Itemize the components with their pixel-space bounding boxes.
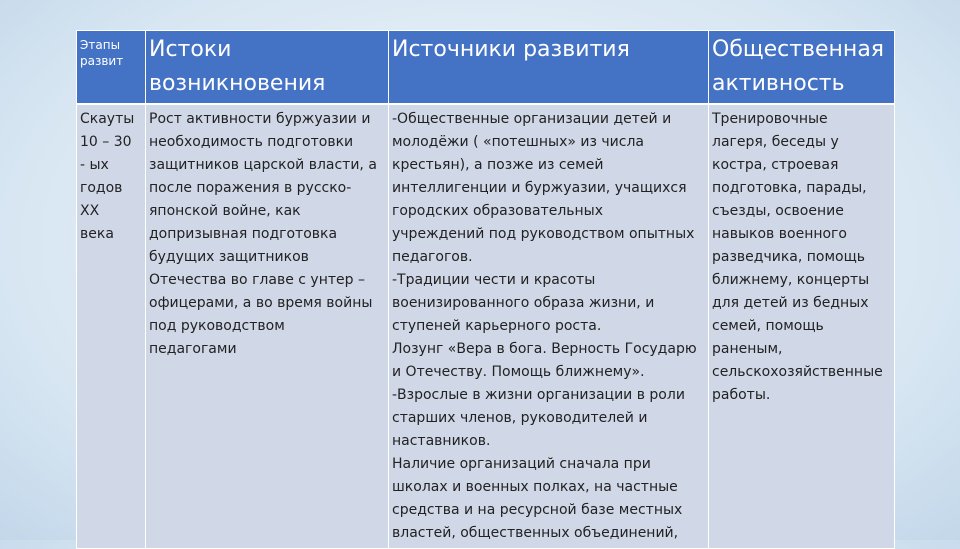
header-line: активность: [712, 71, 845, 96]
cell-origins: [146, 104, 389, 549]
text-line: средства и на ресурсной базе местных: [392, 502, 683, 518]
text-line: и Отечеству. Помощь ближнему».: [392, 364, 645, 380]
text-line: необходимость подготовки: [149, 134, 354, 150]
text-line: интеллигенции и буржуазии, учащихся: [392, 180, 687, 196]
header-sources: [389, 31, 709, 105]
text-line: семей, помощь: [712, 318, 824, 334]
cell-stage: [77, 104, 146, 549]
text-line: ближнему, концерты: [712, 272, 870, 288]
text-line: наставников.: [392, 433, 491, 449]
header-line: Источники развития: [392, 37, 630, 62]
cell-activity: [709, 104, 895, 549]
text-line: лагеря, беседы у: [712, 134, 839, 150]
text-line: после поражения в русско-: [149, 180, 352, 196]
text-line: -Общественные организации детей и: [392, 111, 672, 127]
text-line: годов: [80, 180, 123, 196]
text-line: работы.: [712, 387, 771, 403]
header-stages: [77, 31, 146, 105]
header-line: Истоки: [149, 37, 232, 62]
header-row: [77, 31, 895, 105]
text-line: сельскохозяйственные: [712, 364, 883, 380]
text-line: Рост активности буржуазии и: [149, 111, 371, 127]
text-line: -Традиции чести и красоты: [392, 272, 596, 288]
text-line: 10 – 30: [80, 134, 132, 150]
text-line: подготовка, парады,: [712, 180, 867, 196]
text-line: съезды, освоение: [712, 203, 844, 219]
text-line: костра, строевая: [712, 157, 839, 173]
header-line: Этапы: [80, 38, 121, 52]
text-line: века: [80, 226, 114, 242]
header-activity: [709, 31, 895, 105]
text-line: педагогами: [149, 341, 237, 357]
text-line: Лозунг «Вера в бога. Верность Государю: [392, 341, 697, 357]
development-table: [76, 30, 895, 549]
text-line: будущих защитников: [149, 249, 309, 265]
text-line: для детей из бедных: [712, 295, 869, 311]
text-line: - ых: [80, 157, 109, 173]
text-line: городских образовательных: [392, 203, 604, 219]
text-line: XX: [80, 203, 100, 219]
text-line: военизированного образа жизни, и: [392, 295, 655, 311]
text-line: Тренировочные: [712, 111, 828, 127]
header-line: возникновения: [149, 71, 326, 96]
text-line: под руководством: [149, 318, 285, 334]
text-line: учреждений под руководством опытных: [392, 226, 695, 242]
text-line: старших членов, руководителей и: [392, 410, 648, 426]
text-line: -Взрослые в жизни организации в роли: [392, 387, 685, 403]
text-line: Наличие организаций сначала при: [392, 456, 651, 472]
text-line: Отечества во главе с унтер –: [149, 272, 365, 288]
text-line: ступеней карьерного роста.: [392, 318, 602, 334]
header-line: Общественная: [712, 37, 885, 62]
text-line: молодёжи ( «потешных» из числа: [392, 134, 644, 150]
text-line: допризывная подготовка: [149, 226, 338, 242]
text-line: навыков военного: [712, 226, 847, 242]
text-line: защитников царской власти, а: [149, 157, 377, 173]
text-line: школах и военных полках, на частные: [392, 479, 678, 495]
cell-sources: [389, 104, 709, 549]
text-line: крестьян), а позже из семей: [392, 157, 604, 173]
text-line: раненым,: [712, 341, 783, 357]
text-line: офицерами, а во время войны: [149, 295, 373, 311]
text-line: разведчика, помощь: [712, 249, 866, 265]
table-row: [77, 104, 895, 549]
text-line: Скауты: [80, 111, 135, 127]
text-line: педагогов.: [392, 249, 473, 265]
header-origins: [146, 31, 389, 105]
text-line: японской войне, как: [149, 203, 301, 219]
header-line: развит: [80, 54, 124, 68]
text-line: властей, общественных объединений,: [392, 525, 679, 541]
